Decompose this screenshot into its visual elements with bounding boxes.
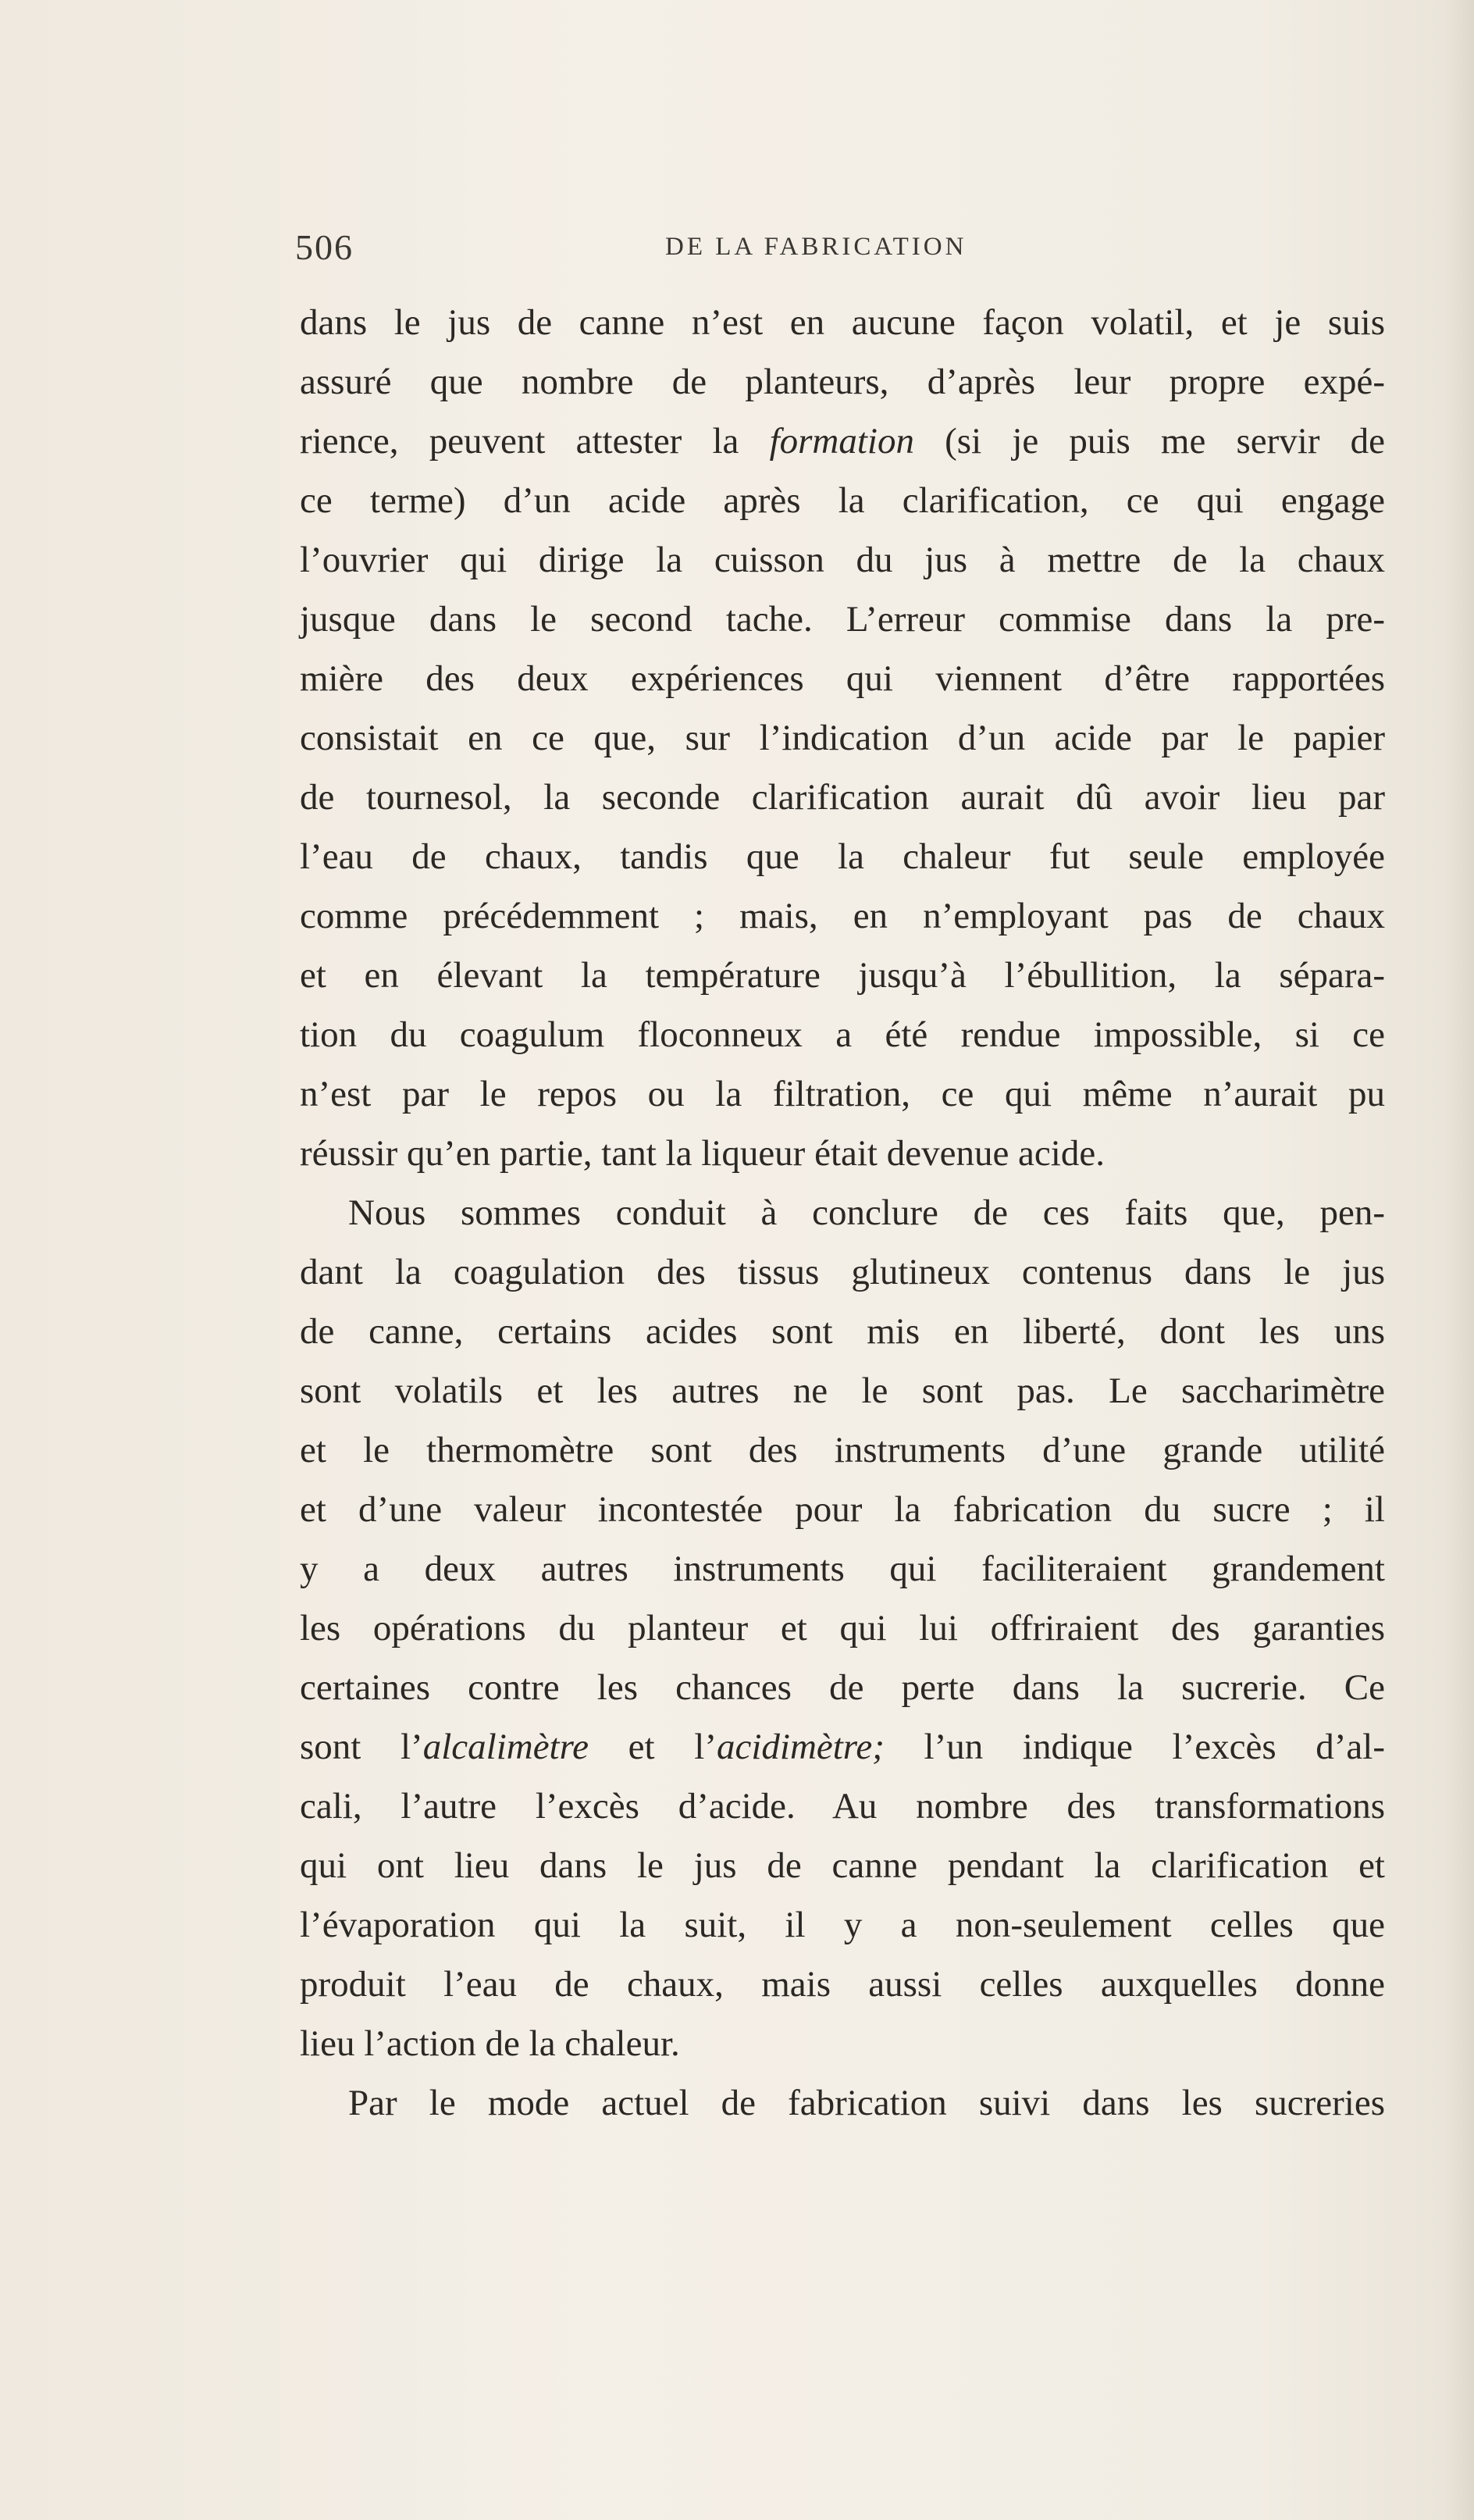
text-line: qui ont lieu dans le jus de canne pendant la clarification et bbox=[300, 1845, 1385, 1886]
page-number: 506 bbox=[295, 227, 354, 267]
page-edge-shadow bbox=[1443, 0, 1474, 2520]
text-line: assuré que nombre de planteurs, d’après leur propre expé- bbox=[300, 362, 1385, 402]
text-line: n’est par le repos ou la filtration, ce qui même n’aurait pu bbox=[300, 1074, 1385, 1114]
text-line: les opérations du planteur et qui lui offriraient des garanties bbox=[300, 1608, 1385, 1649]
text-line: jusque dans le second tache. L’erreur commise dans la pre- bbox=[300, 599, 1385, 640]
text-line: et en élevant la température jusqu’à l’ébullition, la sépara- bbox=[300, 955, 1385, 996]
italic-term: alcalimètre bbox=[422, 1727, 589, 1767]
text-line: l’évaporation qui la suit, il y a non-seulement celles que bbox=[300, 1905, 1385, 1945]
running-head bbox=[295, 226, 1388, 273]
text-line: cali, l’autre l’excès d’acide. Au nombre des transformations bbox=[300, 1786, 1385, 1827]
text-line: l’eau de chaux, tandis que la chaleur fut seule employée bbox=[300, 836, 1385, 877]
text-line: ce terme) d’un acide après la clarification, ce qui engage bbox=[300, 480, 1385, 521]
text-line: de canne, certains acides sont mis en liberté, dont les uns bbox=[300, 1311, 1385, 1352]
text-line: comme précédemment ; mais, en n’employant pas de chaux bbox=[300, 896, 1385, 936]
running-title: DE LA FABRICATION bbox=[665, 233, 967, 261]
body-text bbox=[300, 293, 1385, 2133]
text-line: dans le jus de canne n’est en aucune façon volatil, et je suis bbox=[300, 302, 1385, 343]
text-line: produit l’eau de chaux, mais aussi celles auxquelles donne bbox=[300, 1964, 1385, 2005]
text-line: lieu l’action de la chaleur. bbox=[300, 2023, 680, 2064]
text-line: réussir qu’en partie, tant la liqueur était devenue acide. bbox=[300, 1133, 1105, 1174]
text-line: tion du coagulum floconneux a été rendue impossible, si ce bbox=[300, 1014, 1385, 1055]
text-line: et le thermomètre sont des instruments d’une grande utilité bbox=[300, 1430, 1385, 1470]
text-line: dant la coagulation des tissus glutineux contenus dans le jus bbox=[300, 1252, 1385, 1292]
text-line: certaines contre les chances de perte dans la sucrerie. Ce bbox=[300, 1667, 1385, 1708]
text-line: l’ouvrier qui dirige la cuisson du jus à mettre de la chaux bbox=[300, 540, 1385, 580]
text-line: sont l’alcalimètre et l’acidimètre; l’un indique l’excès d’al- bbox=[300, 1727, 1385, 1767]
text-line: rience, peuvent attester la formation (si je puis me servir de bbox=[300, 421, 1385, 462]
text-line: et d’une valeur incontestée pour la fabrication du sucre ; il bbox=[300, 1489, 1385, 1530]
text-line: Par le mode actuel de fabrication suivi dans les sucreries bbox=[348, 2083, 1385, 2123]
text-line: sont volatils et les autres ne le sont pas. Le saccharimètre bbox=[300, 1370, 1385, 1411]
text-line: mière des deux expériences qui viennent d’être rapportées bbox=[300, 658, 1385, 699]
italic-term: acidimètre; bbox=[716, 1727, 885, 1767]
text-line: y a deux autres instruments qui faciliteraient grandement bbox=[300, 1549, 1385, 1589]
text-line: de tournesol, la seconde clarification aurait dû avoir lieu par bbox=[300, 777, 1385, 818]
text-line: Nous sommes conduit à conclure de ces faits que, pen- bbox=[348, 1192, 1385, 1233]
text-line: consistait en ce que, sur l’indication d’un acide par le papier bbox=[300, 718, 1385, 758]
italic-term: formation bbox=[769, 421, 914, 462]
